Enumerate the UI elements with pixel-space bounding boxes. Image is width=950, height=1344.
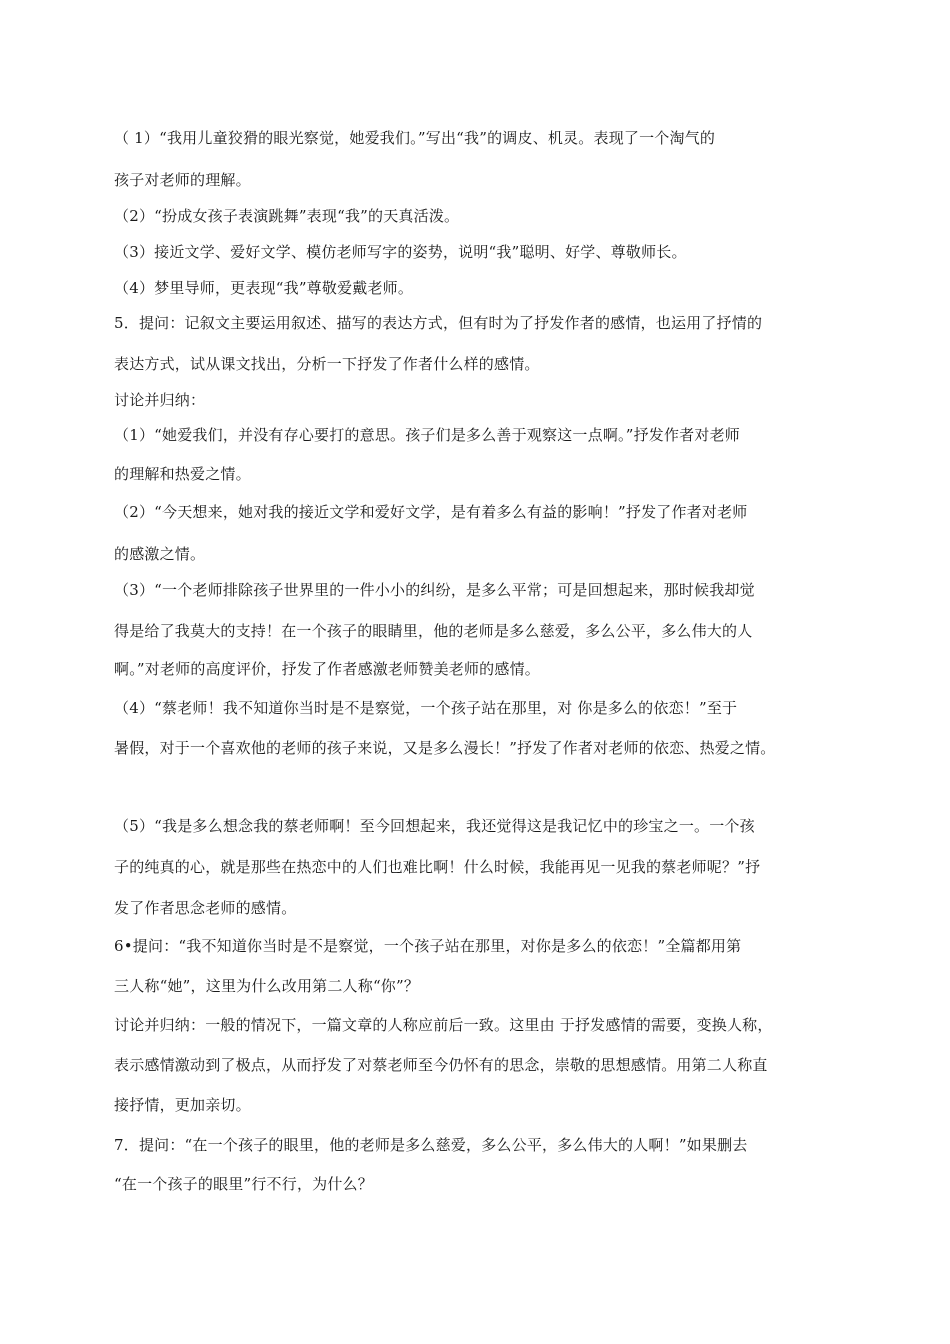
text-line: 得是给了我莫大的支持！在一个孩子的眼睛里，他的老师是多么慈爱，多么公平，多么伟大的人	[114, 622, 753, 640]
text-line: 啊。”对老师的高度评价，抒发了作者感激老师赞美老师的感情。	[114, 660, 540, 678]
text-line: 孩子对老师的理解。	[114, 171, 251, 189]
text-line: （2）“今天想来，她对我的接近文学和爱好文学，是有着多么有益的影响！”抒发了作者对老师	[114, 503, 748, 521]
text-line: 讨论并归纳：	[114, 391, 206, 409]
text-line: 接抒情，更加亲切。	[114, 1096, 251, 1114]
text-line: 讨论并归纳：一般的情况下，一篇文章的人称应前后一致。这里由 于抒发感情的需要，变换人称，	[114, 1016, 773, 1034]
text-line: 6•提问：“我不知道你当时是不是察觉，一个孩子站在那里，对你是多么的依恋！”全篇都用第	[114, 937, 742, 955]
text-line: 暑假，对于一个喜欢他的老师的孩子来说，又是多么漫长！”抒发了作者对老师的依恋、热爱之情。	[114, 739, 776, 757]
text-line: （1）“她爱我们，并没有存心要打的意思。孩子们是多么善于观察这一点啊。”抒发作者对老师	[114, 426, 740, 444]
text-line: 表示感情激动到了极点，从而抒发了对蔡老师至今仍怀有的思念，崇敬的思想感情。用第二人称直	[114, 1056, 768, 1074]
text-line: （5）“我是多么想念我的蔡老师啊！至今回想起来，我还觉得这是我记忆中的珍宝之一。一个孩	[114, 817, 755, 835]
text-line: （3）“一个老师排除孩子世界里的一件小小的纠纷，是多么平常；可是回想起来，那时候我却觉	[114, 581, 755, 599]
text-line: 发了作者思念老师的感情。	[114, 899, 297, 917]
text-line: 子的纯真的心，就是那些在热恋中的人们也难比啊！什么时候，我能再见一见我的蔡老师呢？”抒	[114, 858, 761, 876]
text-line: 的理解和热爱之情。	[114, 465, 251, 483]
text-line: 三人称“她”，这里为什么改用第二人称“你”？	[114, 977, 420, 995]
text-line: （4）“蔡老师！我不知道你当时是不是察觉，一个孩子站在那里，对 你是多么的依恋！”至于	[114, 699, 738, 717]
text-line: （ 1）“我用儿童狡猾的眼光察觉，她爱我们。”写出“我”的调皮、机灵。表现了一个淘气的	[114, 129, 716, 147]
text-line: （4）梦里导师，更表现“我”尊敬爱戴老师。	[114, 279, 414, 297]
text-line: 5．提问：记叙文主要运用叙述、描写的表达方式，但有时为了抒发作者的感情，也运用了抒情的	[114, 314, 763, 332]
text-line: 的感激之情。	[114, 545, 206, 563]
text-line: （3）接近文学、爱好文学、模仿老师写字的姿势，说明“我”聪明、好学、尊敬师长。	[114, 243, 687, 261]
text-line: “在一个孩子的眼里”行不行，为什么？	[114, 1175, 373, 1193]
text-line: 表达方式，试从课文找出，分析一下抒发了作者什么样的感情。	[114, 355, 540, 373]
text-line: 7．提问：“在一个孩子的眼里，他的老师是多么慈爱，多么公平，多么伟大的人啊！”如果删去	[114, 1136, 748, 1154]
text-line: （2）“扮成女孩子表演跳舞”表现“我”的天真活泼。	[114, 207, 460, 225]
